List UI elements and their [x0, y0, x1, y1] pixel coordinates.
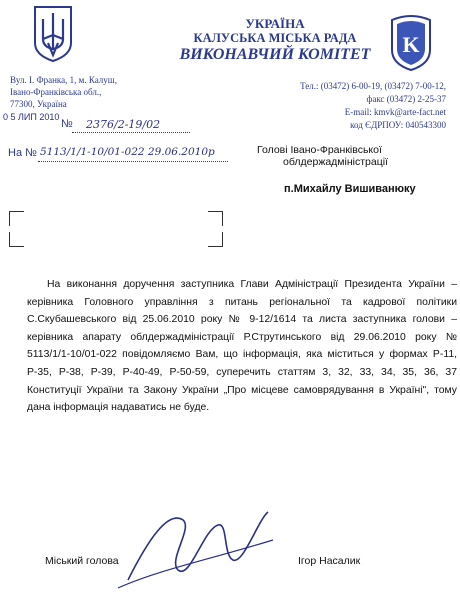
reference-label: На №: [8, 147, 37, 159]
addressee-line-2: облдержадміністрації: [283, 156, 388, 168]
signature-name: Ігор Насалик: [298, 555, 361, 567]
window-corner-top-left: [9, 211, 24, 226]
letter-body: На виконання доручення заступника Глави Адміністрації Президента України – керівника Головного управління з питань регіональної та кадрової політики С.Скубашевського від 25.06.2010 року № 9-12/1614 та листа заступника голови – керівника апарату облдержадміністрації Р.Струтинського від 29.06.2010 року № 5113/1/1-10/01-022 повідомляємо Вам, що інформація, яка міститься у формах Р-11, Р-35, Р-38, Р-39, Р-40-49, Р-50-59, суперечить статтям 3, 32, 33, 34, 35, 36, 37 Конституції України та Закону України „Про місцеве самоврядування в Україні", тому дана інформація надаватись не буде.: [27, 279, 457, 414]
date-stamp: 0 5 ЛИП 2010: [3, 112, 60, 122]
reference-line: [38, 161, 228, 162]
sender-fax: факс (03472) 2-25-37: [366, 94, 446, 104]
window-corner-bottom-right: [208, 232, 223, 247]
reference-handwritten: 5113/1/1-10/01-022 29.06.2010р: [40, 146, 215, 158]
trident-emblem-icon: [33, 5, 73, 63]
sender-address-1: Вул. І. Франка, 1, м. Калуш,: [10, 75, 117, 85]
outgoing-number-line: [72, 132, 190, 133]
svg-text:K: K: [402, 32, 420, 57]
window-corner-bottom-left: [9, 232, 24, 247]
committee-title: ВИКОНАВЧИЙ КОМІТЕТ: [179, 46, 371, 63]
council-title: КАЛУСЬКА МІСЬКА РАДА: [193, 31, 357, 45]
outgoing-number-handwritten: 2376/2-19/02: [86, 118, 161, 131]
sender-edrpou: код ЄДРПОУ: 040543300: [350, 120, 446, 130]
signature-scribble-icon: [108, 500, 278, 595]
addressee-name: п.Михайлу Вишиванюку: [284, 183, 416, 195]
sender-address-2: Івано-Франківська обл.,: [10, 87, 102, 97]
window-corner-top-right: [208, 211, 223, 226]
outgoing-number-label: №: [61, 118, 73, 130]
signature-position: Міський голова: [45, 555, 119, 567]
addressee-line-1: Голові Івано-Франківської: [257, 144, 382, 156]
sender-tel: Тел.: (03472) 6-00-19, (03472) 7-00-12,: [300, 81, 446, 91]
country-title: УКРАЇНА: [245, 16, 305, 31]
sender-address-3: 77300, Україна: [10, 99, 67, 109]
sender-email: E-mail: kmvk@arte-fact.net: [344, 107, 446, 117]
